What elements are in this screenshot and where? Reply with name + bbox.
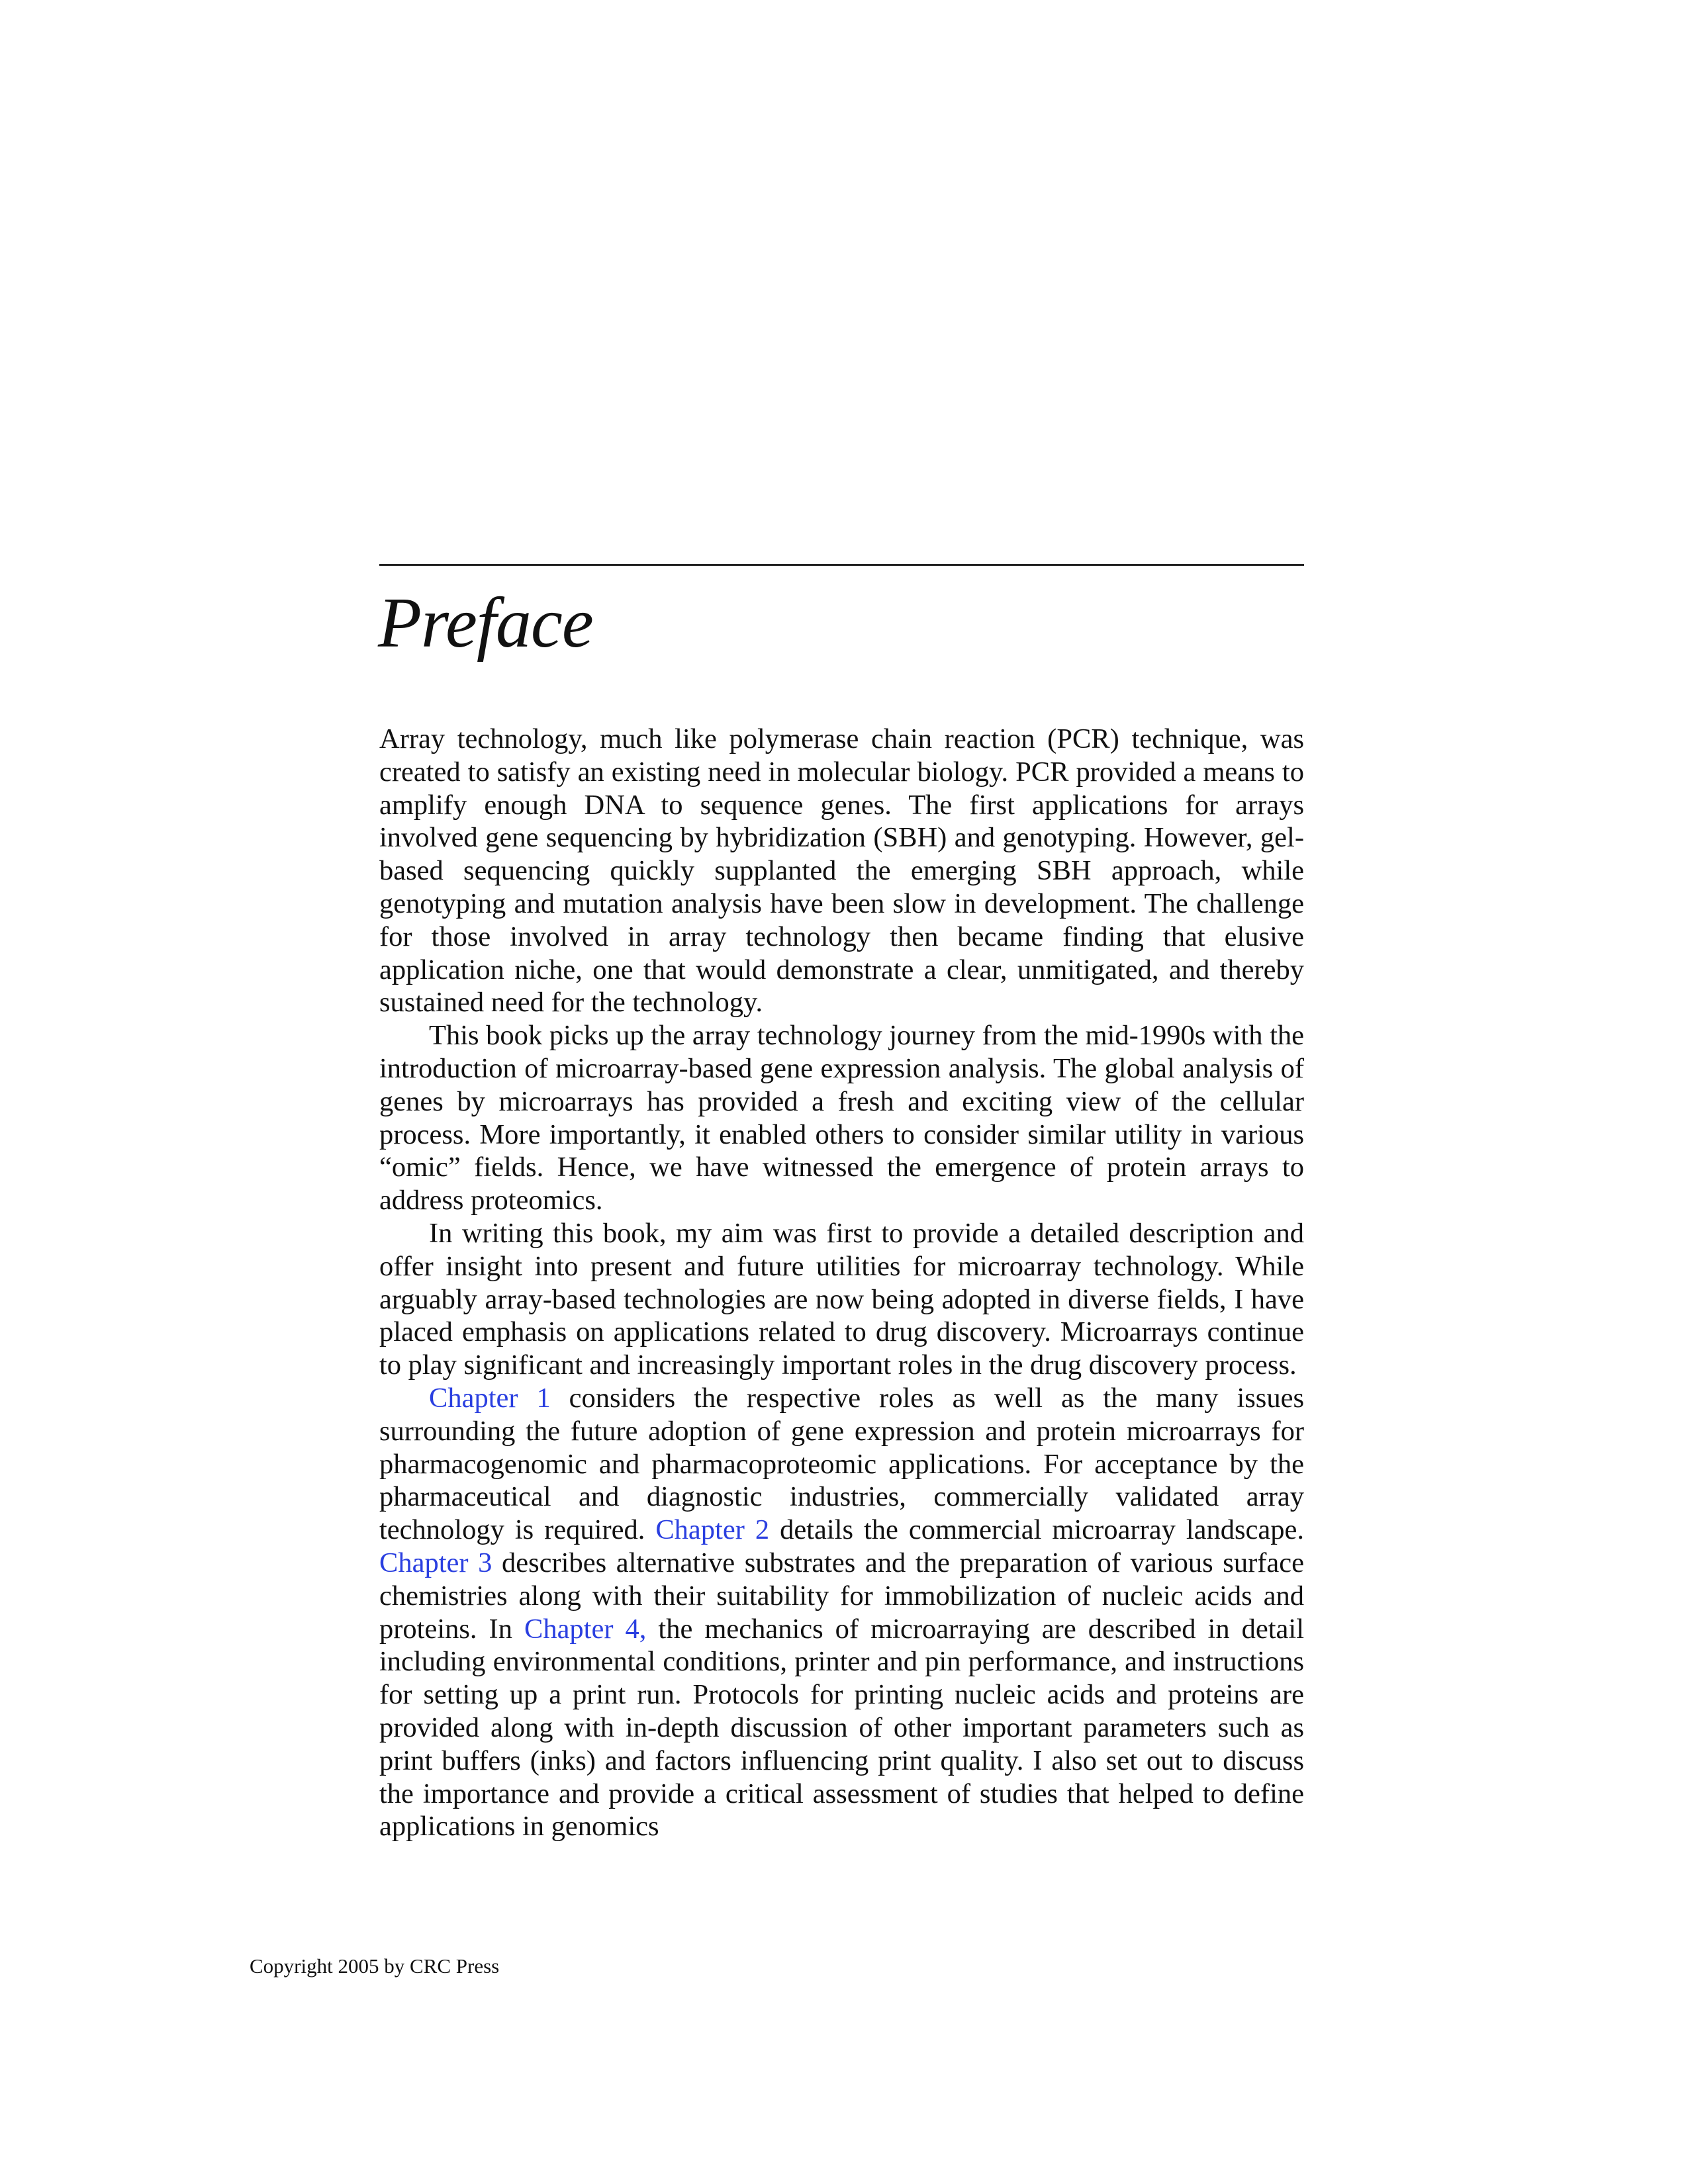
chapter-3-link[interactable]: Chapter 3 — [379, 1547, 492, 1578]
copyright-footer: Copyright 2005 by CRC Press — [250, 1954, 500, 1978]
paragraph-4-segment-1: considers the respective roles as well as the many issues surrounding the future adoption of gene expression and protein microarrays for pharmacogenomic and pharmacoproteomic applications. For acceptance by the pharmaceutical and diagnostic industries, commercially validated array technology is required. — [379, 1382, 1304, 1546]
preface-body — [379, 723, 1304, 1843]
paragraph-4-segment-3: describes alternative substrates and the preparation of various surface chemistries along with their suitability for immobilization of nucleic acids and proteins. In — [379, 1547, 1304, 1645]
paragraph-3: In writing this book, my aim was first to provide a detailed description and offer insight into present and future utilities for microarray technology. While arguably array-based technologies are now being adopted in diverse fields, I have placed emphasis on applications related to drug discovery. Microarrays continue to play significant and increasingly important roles in the drug discovery process. — [379, 1217, 1304, 1381]
chapter-4-link[interactable]: Chapter 4, — [524, 1613, 647, 1645]
paragraph-4-segment-2: details the commercial microarray landscape. — [769, 1514, 1304, 1546]
paragraph-2: This book picks up the array technology journey from the mid-1990s with the introduction of microarray-based gene expression analysis. The global analysis of genes by microarrays has provided a fresh and exciting view of the cellular process. More importantly, it enabled others to consider similar utility in various “omic” fields. Hence, we have witnessed the emergence of protein arrays to address proteomics. — [379, 1020, 1304, 1216]
chapter-1-link[interactable]: Chapter 1 — [429, 1382, 551, 1414]
paragraph-1: Array technology, much like polymerase chain reaction (PCR) technique, was created to satisfy an existing need in molecular biology. PCR provided a means to amplify enough DNA to sequence genes. The first applications for arrays involved gene sequencing by hybridization (SBH) and genotyping. However, gel-based sequencing quickly supplanted the emerging SBH approach, while genotyping and mutation analysis have been slow in development. The challenge for those involved in array technology then became finding that elusive application niche, one that would demonstrate a clear, unmitigated, and thereby sustained need for the technology. — [379, 723, 1304, 1019]
paragraph-4 — [379, 1382, 1304, 1843]
title-rule — [379, 564, 1304, 566]
chapter-2-link[interactable]: Chapter 2 — [655, 1514, 770, 1546]
page-title: Preface — [378, 584, 593, 662]
paragraph-4-segment-4: the mechanics of microarraying are described in detail including environmental conditions, printer and pin performance, and instructions for setting up a print run. Protocols for printing nucleic acids and proteins are provided along with in-depth discussion of other important parameters such as print buffers (inks) and factors influencing print quality. I also set out to discuss the importance and provide a critical assessment of studies that helped to define applications in genomics — [379, 1613, 1304, 1843]
